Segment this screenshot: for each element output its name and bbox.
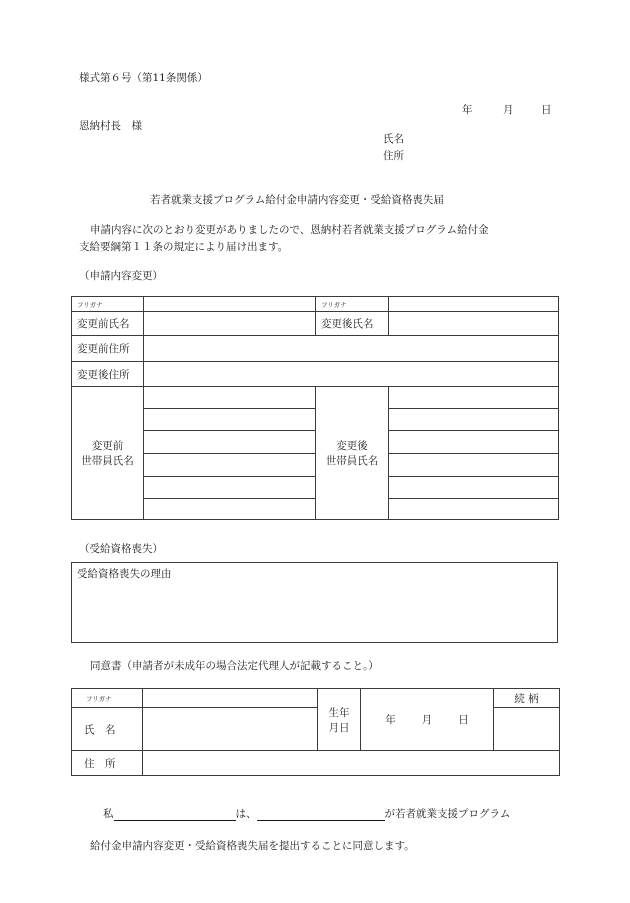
after-household-field[interactable] bbox=[389, 454, 559, 477]
after-furigana-label: フリガナ bbox=[316, 297, 389, 312]
before-household-field[interactable] bbox=[144, 387, 316, 409]
change-table bbox=[71, 296, 559, 520]
after-address-field[interactable] bbox=[144, 362, 559, 387]
ga-label: が若者就業支援プログラム bbox=[384, 808, 511, 820]
consent-furigana-field[interactable] bbox=[143, 689, 318, 708]
before-household-label bbox=[72, 387, 144, 520]
before-name-field[interactable] bbox=[144, 312, 316, 336]
relation-label: 続 柄 bbox=[494, 689, 560, 708]
before-household-line-2: 世帯員氏名 bbox=[81, 455, 134, 467]
birth-label-line-2: 月日 bbox=[328, 721, 350, 734]
consent-statement-line-1 bbox=[103, 806, 510, 821]
after-household-line-2: 世帯員氏名 bbox=[325, 455, 379, 467]
before-name-label: 変更前氏名 bbox=[72, 312, 144, 336]
before-household-line-1: 変更前 bbox=[91, 440, 124, 452]
after-household-field[interactable] bbox=[389, 477, 559, 499]
consent-statement-line-2: 給付金申請内容変更・受給資格喪失届を提出することに同意します。 bbox=[90, 840, 415, 852]
applicant-address-label: 住所 bbox=[383, 150, 404, 162]
loss-table bbox=[71, 562, 558, 643]
section-loss-heading: （受給資格喪失） bbox=[79, 543, 163, 555]
applicant-name-blank[interactable] bbox=[257, 809, 385, 821]
before-furigana-label: フリガナ bbox=[72, 297, 144, 312]
wa-label: は、 bbox=[235, 808, 257, 820]
document-title: 若者就業支援プログラム給付金申請内容変更・受給資格喪失届 bbox=[150, 194, 444, 206]
relation-field[interactable] bbox=[494, 708, 560, 751]
after-address-label: 変更後住所 bbox=[72, 362, 144, 387]
before-address-field[interactable] bbox=[144, 336, 559, 362]
birth-date-field[interactable] bbox=[361, 689, 494, 751]
intro-line-1: 申請内容に次のとおり変更がありましたので、恩納村若者就業支援プログラム給付金 bbox=[90, 224, 489, 236]
consent-address-label: 住 所 bbox=[72, 751, 143, 776]
loss-reason-label: 受給資格喪失の理由 bbox=[77, 568, 172, 580]
consent-address-field[interactable] bbox=[143, 751, 560, 776]
before-address-label: 変更前住所 bbox=[72, 336, 144, 362]
after-furigana-field[interactable] bbox=[389, 297, 559, 312]
consent-heading: 同意書（申請者が未成年の場合法定代理人が記載すること。） bbox=[90, 660, 379, 672]
before-household-field[interactable] bbox=[144, 499, 316, 520]
date-month-label: 月 bbox=[503, 104, 514, 116]
birth-day-label: 日 bbox=[458, 714, 469, 726]
date-day-label: 日 bbox=[541, 104, 552, 116]
loss-reason-field[interactable] bbox=[72, 563, 558, 643]
after-household-field[interactable] bbox=[389, 409, 559, 431]
birth-label-line-1: 生年 bbox=[328, 706, 350, 719]
before-household-field[interactable] bbox=[144, 431, 316, 454]
before-household-field[interactable] bbox=[144, 454, 316, 477]
after-name-field[interactable] bbox=[389, 312, 559, 336]
before-household-field[interactable] bbox=[144, 409, 316, 431]
addressee: 恩納村長 様 bbox=[79, 120, 142, 132]
birth-year-label: 年 bbox=[385, 714, 396, 726]
intro-line-2: 支給要綱第１１条の規定により届け出ます。 bbox=[79, 241, 289, 253]
before-household-field[interactable] bbox=[144, 477, 316, 499]
after-household-label bbox=[316, 387, 389, 520]
consent-table bbox=[71, 688, 560, 776]
birth-month-label: 月 bbox=[421, 714, 433, 726]
consent-name-field[interactable] bbox=[143, 708, 318, 751]
date-year-label: 年 bbox=[462, 104, 473, 116]
guardian-name-blank[interactable] bbox=[114, 809, 236, 821]
after-household-field[interactable] bbox=[389, 499, 559, 520]
consent-furigana-label: フリガナ bbox=[72, 689, 143, 708]
form-number: 様式第６号（第11条関係） bbox=[79, 72, 208, 84]
consent-name-label: 氏 名 bbox=[72, 708, 143, 751]
after-household-field[interactable] bbox=[389, 387, 559, 409]
after-name-label: 変更後氏名 bbox=[316, 312, 389, 336]
watashi-label: 私 bbox=[103, 808, 114, 820]
birth-label bbox=[318, 689, 361, 751]
section-change-heading: （申請内容変更） bbox=[79, 270, 163, 282]
applicant-name-label: 氏名 bbox=[383, 133, 404, 145]
before-furigana-field[interactable] bbox=[144, 297, 316, 312]
after-household-line-1: 変更後 bbox=[336, 440, 368, 452]
after-household-field[interactable] bbox=[389, 431, 559, 454]
